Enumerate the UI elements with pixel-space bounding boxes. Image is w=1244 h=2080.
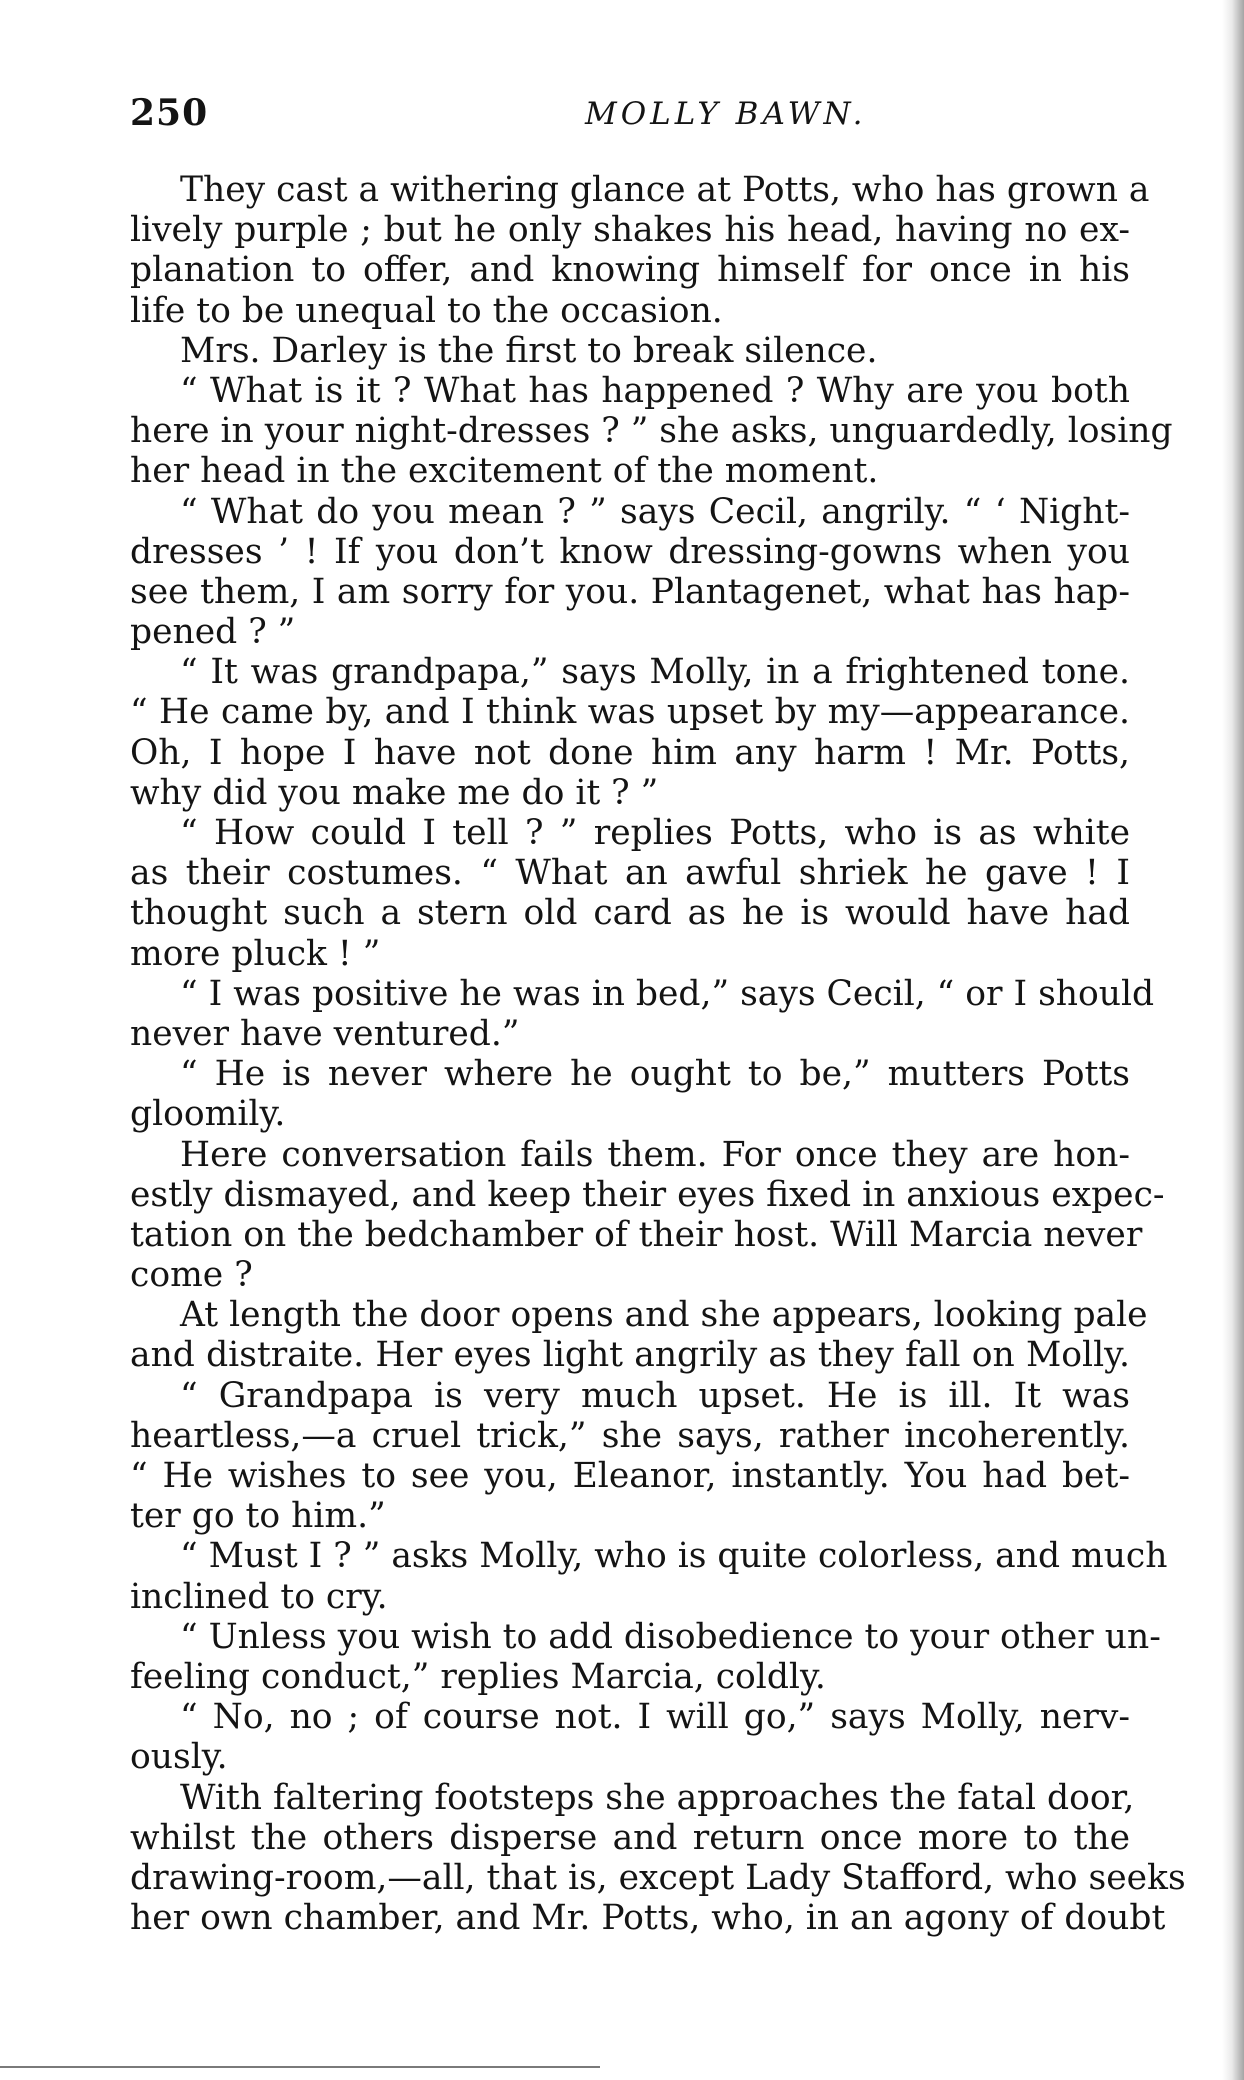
text-line: “ What is it ? What has happened ? Why are you both	[180, 370, 1130, 411]
text-line: At length the door opens and she appears, looking pale	[180, 1295, 1148, 1336]
text-line: “ It was grandpapa,” says Molly, in a frightened tone.	[180, 652, 1130, 693]
text-line: feeling conduct,” replies Marcia, coldly.	[130, 1656, 826, 1697]
text-line: here in your night-dresses ? ” she asks, unguardedly, losing	[130, 411, 1173, 452]
bottom-scan-rule	[0, 2066, 600, 2068]
page-number: 250	[130, 92, 209, 134]
text-line: “ Unless you wish to add disobedience to your other un-	[180, 1616, 1161, 1657]
text-line: her head in the excitement of the moment.	[130, 451, 879, 492]
text-line: “ He is never where he ought to be,” mutters Potts	[180, 1054, 1130, 1095]
running-head: MOLLY BAWN.	[585, 96, 867, 132]
text-line: tation on the bedchamber of their host. Will Marcia never	[130, 1214, 1143, 1255]
text-line: Oh, I hope I have not done him any harm ! Mr. Potts,	[130, 732, 1130, 773]
text-line: inclined to cry.	[130, 1576, 388, 1617]
text-line: drawing-room,—all, that is, except Lady Stafford, who seeks	[130, 1857, 1186, 1898]
text-line: gloomily.	[130, 1094, 286, 1135]
text-line: lively purple ; but he only shakes his head, having no ex-	[130, 210, 1130, 251]
text-line: estly dismayed, and keep their eyes fixed in anxious expec-	[130, 1174, 1165, 1215]
text-line: “ What do you mean ? ” says Cecil, angrily. “ ‘ Night-	[180, 491, 1130, 532]
body-text	[130, 170, 1186, 1939]
text-line: life to be unequal to the occasion.	[130, 290, 723, 331]
text-line: and distraite. Her eyes light angrily as they fall on Molly.	[130, 1335, 1130, 1376]
text-line: They cast a withering glance at Potts, who has grown a	[180, 170, 1150, 210]
text-line: Here conversation fails them. For once they are hon-	[180, 1134, 1130, 1175]
text-line: Mrs. Darley is the first to break silence.	[180, 330, 878, 371]
text-line: “ He came by, and I think was upset by my—appearance.	[130, 692, 1130, 733]
text-line: ter go to him.”	[130, 1496, 386, 1537]
text-line: never have ventured.”	[130, 1013, 520, 1054]
text-line: “ He wishes to see you, Eleanor, instantly. You had bet-	[130, 1456, 1130, 1496]
text-line: “ No, no ; of course not. I will go,” says Molly, nerv-	[180, 1697, 1130, 1738]
text-line: ously.	[130, 1737, 228, 1778]
text-line: heartless,—a cruel trick,” she says, rather incoherently.	[130, 1415, 1130, 1456]
text-line: come ?	[130, 1255, 253, 1296]
text-line: “ I was positive he was in bed,” says Cecil, “ or I should	[180, 973, 1155, 1014]
scan-edge-shadow	[1222, 0, 1244, 2080]
text-line: more pluck ! ”	[130, 933, 381, 974]
text-line: With faltering footsteps she approaches the fatal door,	[180, 1777, 1135, 1818]
text-line: thought such a stern old card as he is would have had	[130, 893, 1130, 934]
text-line: whilst the others disperse and return once more to the	[130, 1817, 1130, 1858]
text-line: “ Grandpapa is very much upset. He is ill. It was	[180, 1375, 1130, 1416]
text-line: planation to offer, and knowing himself for once in his	[130, 250, 1130, 291]
text-line: her own chamber, and Mr. Potts, who, in an agony of doubt	[130, 1898, 1166, 1939]
text-line: why did you make me do it ? ”	[130, 772, 659, 813]
text-line: “ Must I ? ” asks Molly, who is quite colorless, and much	[180, 1536, 1168, 1577]
text-line: “ How could I tell ? ” replies Potts, who is as white	[180, 813, 1130, 853]
text-line: as their costumes. “ What an awful shriek he gave ! I	[130, 853, 1130, 894]
text-line: dresses ’ ! If you don’t know dressing-gowns when you	[130, 531, 1130, 572]
text-line: see them, I am sorry for you. Plantagenet, what has hap-	[130, 571, 1130, 612]
page-header	[130, 92, 1130, 142]
text-line: pened ? ”	[130, 612, 296, 653]
